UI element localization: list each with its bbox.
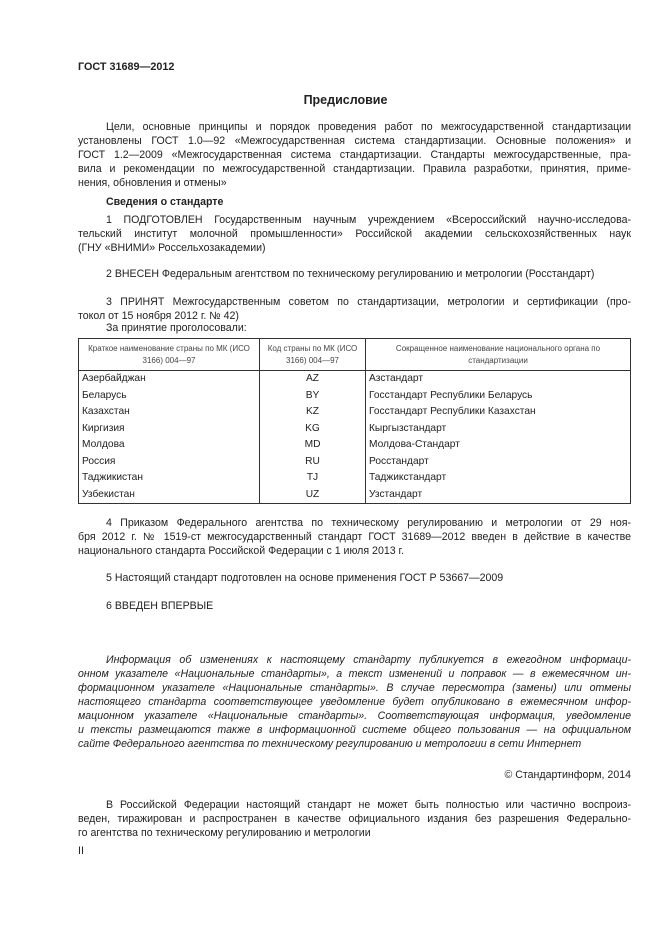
body-cell: Таджикстандарт — [366, 470, 631, 487]
code-cell: TJ — [260, 470, 366, 487]
info-line: формационном указателе «Национальные стандарты». В случае пересмотра (замены) или отмены — [78, 682, 631, 694]
item3-line: токол от 15 ноября 2012 г. № 42) — [78, 310, 239, 322]
code-cell: KZ — [260, 404, 366, 421]
voting-table — [78, 338, 631, 504]
item1-line: тельский институт молочной промышленности» Российской академии сельскохозяйственных наук — [78, 228, 631, 240]
section-title: Сведения о стандарте — [106, 196, 224, 208]
code-cell: BY — [260, 388, 366, 405]
notice-line: го агентства по техническому регулированию и метрологии — [78, 827, 371, 839]
item4-line: 4 Приказом Федерального агентства по техническому регулированию и метрологии от 29 ноя- — [106, 517, 631, 529]
code-cell: RU — [260, 454, 366, 471]
body-cell: Азстандарт — [366, 371, 631, 388]
info-line: мационном указателе «Национальные стандарты». Соответствующая информация, уведомление — [78, 710, 631, 722]
code-cell: UZ — [260, 487, 366, 504]
item1-line: 1 ПОДГОТОВЛЕН Государственным научным учреждением «Всероссийский научно-исследова- — [106, 214, 631, 226]
item6-line: 6 ВВЕДЕН ВПЕРВЫЕ — [106, 600, 214, 612]
col-body: Сокращенное наименование национального органа по стандартизации — [366, 339, 631, 371]
info-line: онном указателе «Национальные стандарты», а текст изменений и поправок — в ежемесячном ин- — [78, 668, 631, 680]
country-cell: Таджикистан — [79, 470, 260, 487]
table-row — [79, 470, 631, 487]
table-row — [79, 487, 631, 504]
info-line: настоящего стандарта соответствующее уведомление будет опубликовано в ежемесячном инфор- — [78, 696, 631, 708]
col-code: Код страны по МК (ИСО 3166) 004—97 — [260, 339, 366, 371]
intro-line: установлены ГОСТ 1.0—92 «Межгосударственная система стандартизации. Основные положения» и — [78, 135, 631, 147]
col-country: Краткое наименование страны по МК (ИСО 3166) 004—97 — [79, 339, 260, 371]
item3-line: 3 ПРИНЯТ Межгосударственным советом по стандартизации, метрологии и сертификации (про- — [106, 296, 631, 308]
item4-line: национального стандарта Российской Федерации с 1 июля 2013 г. — [78, 545, 405, 557]
country-cell: Узбекистан — [79, 487, 260, 504]
page-number: II — [78, 845, 84, 857]
table-row — [79, 388, 631, 405]
body-cell: Кыргызстандарт — [366, 421, 631, 438]
page-title: Предисловие — [303, 93, 388, 107]
table-row — [79, 404, 631, 421]
table-row — [79, 437, 631, 454]
country-cell: Молдова — [79, 437, 260, 454]
item2-line: 2 ВНЕСЕН Федеральным агентством по техническому регулированию и метрологии (Росстандарт) — [106, 268, 595, 280]
document-header: ГОСТ 31689—2012 — [78, 61, 175, 73]
intro-line: ГОСТ 1.2—2009 «Межгосударственная система стандартизации. Стандарты межгосударственные, пра- — [78, 149, 631, 161]
intro-line: вила и рекомендации по межгосударственной стандартизации. Правила разработки, принятия, приме- — [78, 163, 631, 175]
body-cell: Молдова-Стандарт — [366, 437, 631, 454]
country-cell: Беларусь — [79, 388, 260, 405]
intro-line: Цели, основные принципы и порядок проведения работ по межгосударственной стандартизации — [106, 121, 631, 133]
voted-label: За принятие проголосовали: — [106, 322, 247, 334]
body-cell: Госстандарт Республики Казахстан — [366, 404, 631, 421]
info-line: Информация об изменениях к настоящему стандарту публикуется в ежегодном информаци- — [106, 654, 631, 666]
body-cell: Узстандарт — [366, 487, 631, 504]
table-row — [79, 371, 631, 388]
item4-line: бря 2012 г. № 1519-ст межгосударственный стандарт ГОСТ 31689—2012 введен в действие в качестве — [78, 531, 631, 543]
info-line: сайте Федерального агентства по техническому регулированию и метрологии в сети Интернет — [78, 738, 582, 750]
table-row — [79, 454, 631, 471]
country-cell: Россия — [79, 454, 260, 471]
item1-line: (ГНУ «ВНИМИ» Россельхозакадемии) — [78, 242, 266, 254]
item5-line: 5 Настоящий стандарт подготовлен на основе применения ГОСТ Р 53667—2009 — [106, 572, 504, 584]
intro-line: нения, обновления и отмены» — [78, 177, 227, 189]
country-cell: Киргизия — [79, 421, 260, 438]
country-cell: Азербайджан — [79, 371, 260, 388]
table-row — [79, 421, 631, 438]
body-cell: Госстандарт Республики Беларусь — [366, 388, 631, 405]
country-cell: Казахстан — [79, 404, 260, 421]
code-cell: MD — [260, 437, 366, 454]
info-line: и тексты размещаются также в информационной системе общего пользования — на официальном — [78, 724, 631, 736]
code-cell: KG — [260, 421, 366, 438]
copyright: © Стандартинформ, 2014 — [504, 769, 631, 781]
body-cell: Росстандарт — [366, 454, 631, 471]
notice-line: В Российской Федерации настоящий стандарт не может быть полностью или частично воспроиз- — [106, 799, 631, 811]
notice-line: веден, тиражирован и распространен в качестве официального издания без разрешения Федерально- — [78, 813, 631, 825]
code-cell: AZ — [260, 371, 366, 388]
